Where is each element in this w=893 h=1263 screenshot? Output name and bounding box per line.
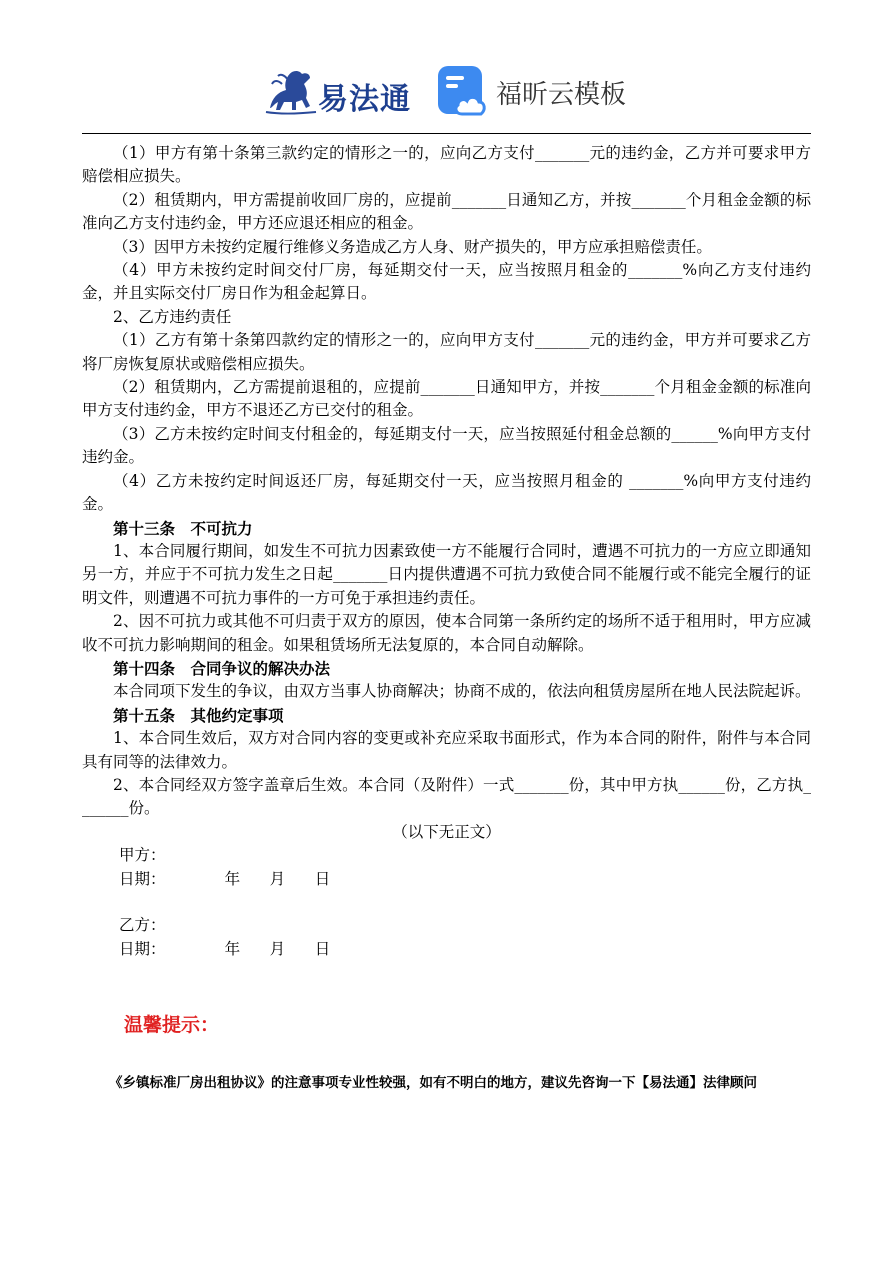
signature-line: 乙方： bbox=[119, 916, 166, 935]
clause-paragraph: 2、本合同经双方签字盖章后生效。本合同（及附件）一式_______份，其中甲方执______份，乙方执_______份。 bbox=[82, 775, 811, 818]
clause-paragraph: （1）甲方有第十条第三款约定的情形之一的，应向乙方支付_______元的违约金，乙方并可要求甲方赔偿相应损失。 bbox=[82, 144, 811, 186]
document-body bbox=[82, 142, 811, 961]
end-of-text-marker: （以下无正文） bbox=[392, 822, 501, 841]
clause-paragraph: （2）租赁期内，乙方需提前退租的，应提前_______日通知甲方，并按_______个月租金金额的标准向甲方支付违约金，甲方不退还乙方已交付的租金。 bbox=[82, 378, 811, 420]
page-header bbox=[0, 0, 893, 128]
clause-paragraph: （4）甲方未按约定时间交付厂房，每延期交付一天，应当按照月租金的_______%向乙方支付违约金，并且实际交付厂房日作为租金起算日。 bbox=[82, 261, 811, 303]
warm-tip-label: 温馨提示： bbox=[124, 1014, 220, 1036]
header-divider bbox=[82, 133, 811, 134]
clause-paragraph: （1）乙方有第十条第四款约定的情形之一的，应向甲方支付_______元的违约金，甲方并可要求乙方将厂房恢复原状或赔偿相应损失。 bbox=[82, 331, 811, 373]
blank-line bbox=[82, 891, 811, 914]
clause-paragraph: 本合同项下发生的争议，由双方当事人协商解决；协商不成的，依法向租赁房屋所在地人民法院起诉。 bbox=[113, 682, 811, 701]
logo1-text: 易法通 bbox=[318, 82, 411, 117]
signature-line: 日期： 年 月 日 bbox=[119, 869, 331, 888]
clause-paragraph: （3）因甲方未按约定履行维修义务造成乙方人身、财产损失的，甲方应承担赔偿责任。 bbox=[113, 237, 712, 256]
clause-paragraph: 1、本合同履行期间，如发生不可抗力因素致使一方不能履行合同时，遭遇不可抗力的一方应立即通知另一方，并应于不可抗力发生之日起_______日内提供遭遇不可抗力致使合同不能履行或不能完全履行的证明文件，则遭遇不可抗力事件的一方可免于承担违约责任。 bbox=[82, 541, 811, 607]
clause-paragraph: 2、因不可抗力或其他不可归责于双方的原因，使本合同第一条所约定的场所不适于租用时，甲方应减收不可抗力影响期间的租金。如果租赁场所无法复原的，本合同自动解除。 bbox=[82, 612, 811, 654]
section-heading: 第十四条 合同争议的解决办法 bbox=[113, 658, 331, 678]
horse-icon bbox=[262, 62, 320, 120]
warm-tip-note: 《乡镇标准厂房出租协议》的注意事项专业性较强，如有不明白的地方，建议先咨询一下【易法通】法律顾问 bbox=[109, 1075, 757, 1091]
section-heading: 第十三条 不可抗力 bbox=[113, 518, 253, 538]
section-heading: 第十五条 其他约定事项 bbox=[113, 705, 284, 725]
clause-paragraph: （2）租赁期内，甲方需提前收回厂房的，应提前_______日通知乙方，并按_______个月租金金额的标准向乙方支付违约金，甲方还应退还相应的租金。 bbox=[82, 190, 811, 233]
foxit-template-logo bbox=[436, 64, 636, 120]
clause-paragraph: 1、本合同生效后，双方对合同内容的变更或补充应采取书面形式，作为本合同的附件，附件与本合同具有同等的法律效力。 bbox=[82, 729, 811, 771]
cloud-document-icon bbox=[436, 64, 488, 118]
yifatong-logo bbox=[262, 62, 417, 120]
clause-paragraph: 2、乙方违约责任 bbox=[113, 307, 232, 326]
clause-paragraph: （3）乙方未按约定时间支付租金的，每延期支付一天，应当按照延付租金总额的______%向甲方支付违约金。 bbox=[82, 424, 811, 467]
logo2-text: 福昕云模板 bbox=[496, 80, 627, 110]
signature-line: 甲方： bbox=[119, 846, 166, 865]
signature-line: 日期： 年 月 日 bbox=[119, 939, 331, 958]
clause-paragraph: （4）乙方未按约定时间返还厂房，每延期交付一天，应当按照月租金的 _______%向甲方支付违约金。 bbox=[82, 471, 811, 514]
